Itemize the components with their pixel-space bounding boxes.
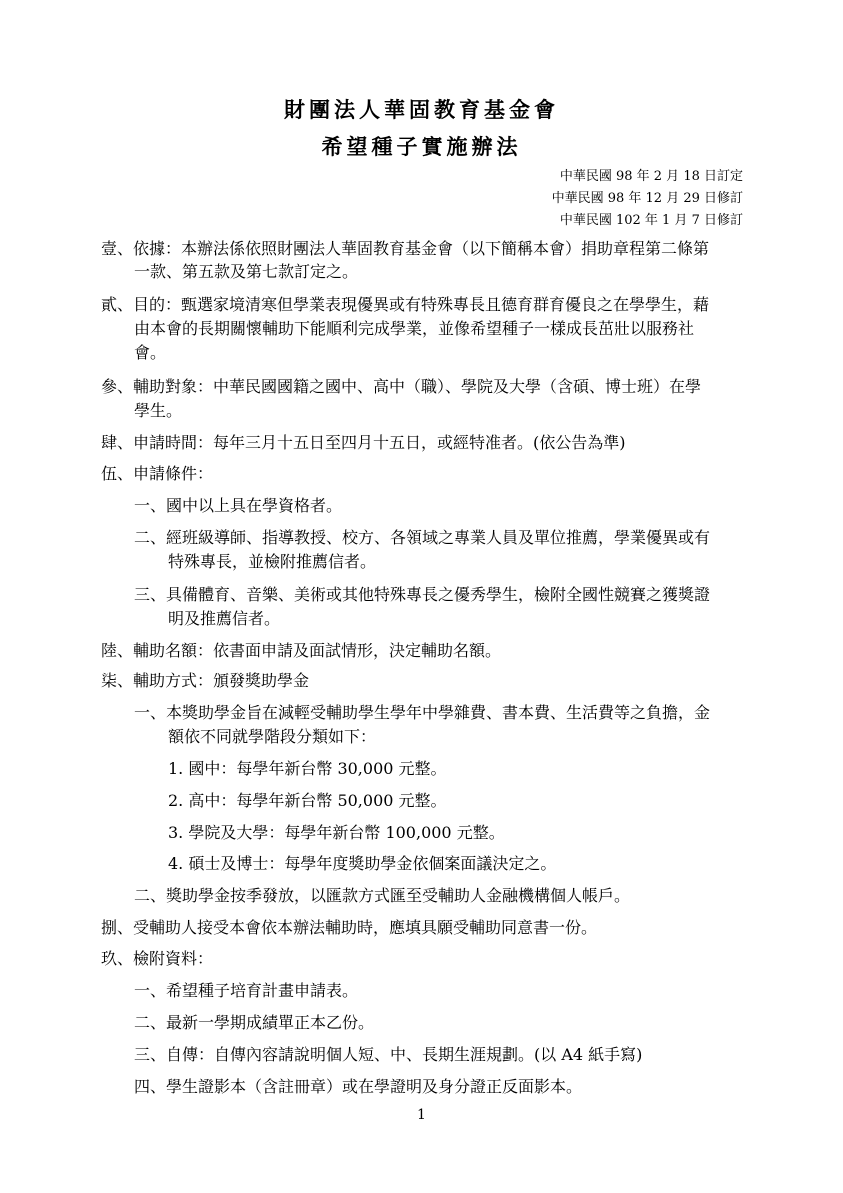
article-5: 伍、申請條件： [101,464,214,483]
date-revised-2: 中華民國 102 年 1 月 7 日修訂 [559,213,743,228]
article-7-item-1-line-1: 一、本獎助學金旨在減輕受輔助學生學年中學雜費、書本費、生活費等之負擔，金 [134,703,711,722]
date-established: 中華民國 98 年 2 月 18 日訂定 [559,169,743,184]
award-graduate: 4. 碩士及博士：每學年度獎助學金依個案面議決定之。 [168,854,557,873]
date-revised-1: 中華民國 98 年 12 月 29 日修訂 [551,191,743,206]
award-junior-high: 1. 國中：每學年新台幣 30,000 元整。 [168,759,447,778]
article-8: 捌、受輔助人接受本會依本辦法輔助時，應填具願受輔助同意書一份。 [101,918,598,937]
article-6: 陸、輔助名額：依書面申請及面試情形，決定輔助名額。 [101,641,502,660]
article-5-item-3-line-1: 三、具備體育、音樂、美術或其他特殊專長之優秀學生，檢附全國性競賽之獲獎證 [134,585,711,604]
article-7: 柒、輔助方式：頒發獎助學金 [101,671,310,690]
page-number: 1 [417,1107,426,1123]
article-9-item-2: 二、最新一學期成績單正本乙份。 [134,1013,375,1032]
article-5-item-1: 一、國中以上具在學資格者。 [134,496,343,515]
article-4: 肆、申請時間：每年三月十五日至四月十五日，或經特准者。(依公告為準) [101,433,626,452]
article-2-line-3: 會。 [134,343,167,362]
article-9-item-3: 三、自傳：自傳內容請說明個人短、中、長期生涯規劃。(以 A4 紙手寫) [134,1045,643,1064]
article-7-item-2: 二、獎助學金按季發放，以匯款方式匯至受輔助人金融機構個人帳戶。 [134,886,631,905]
article-9-item-4: 四、學生證影本（含註冊章）或在學證明及身分證正反面影本。 [134,1077,583,1096]
article-1-line-1: 壹、依據：本辦法係依照財團法人華固教育基金會（以下簡稱本會）捐助章程第二條第 [101,239,710,258]
article-5-item-2-line-1: 二、經班級導師、指導教授、校方、各領域之專業人員及單位推薦，學業優異或有 [134,528,711,547]
article-3-line-1: 參、輔助對象：中華民國國籍之國中、高中（職）、學院及大學（含碩、博士班）在學 [101,377,702,396]
article-5-item-3-line-2: 明及推薦信者。 [168,609,281,628]
article-2-line-2: 由本會的長期關懷輔助下能順利完成學業，並像希望種子一樣成長茁壯以服務社 [134,319,695,338]
article-3-line-2: 學生。 [134,401,183,420]
article-9-item-1: 一、希望種子培育計畫申請表。 [134,981,359,1000]
article-7-item-1-line-2: 額依不同就學階段分類如下： [168,727,377,746]
article-9: 玖、檢附資料： [101,949,214,968]
article-1-line-2: 一款、第五款及第七款訂定之。 [134,262,359,281]
article-5-item-2-line-2: 特殊專長，並檢附推薦信者。 [168,552,377,571]
award-college: 3. 學院及大學：每學年新台幣 100,000 元整。 [168,823,505,842]
award-senior-high: 2. 高中：每學年新台幣 50,000 元整。 [168,791,447,810]
document-title: 財團法人華固教育基金會 [284,97,559,122]
article-2-line-1: 貳、目的：甄選家境清寒但學業表現優異或有特殊專長且德育群育優良之在學學生，藉 [101,295,710,314]
document-subtitle: 希望種子實施辦法 [321,134,522,159]
